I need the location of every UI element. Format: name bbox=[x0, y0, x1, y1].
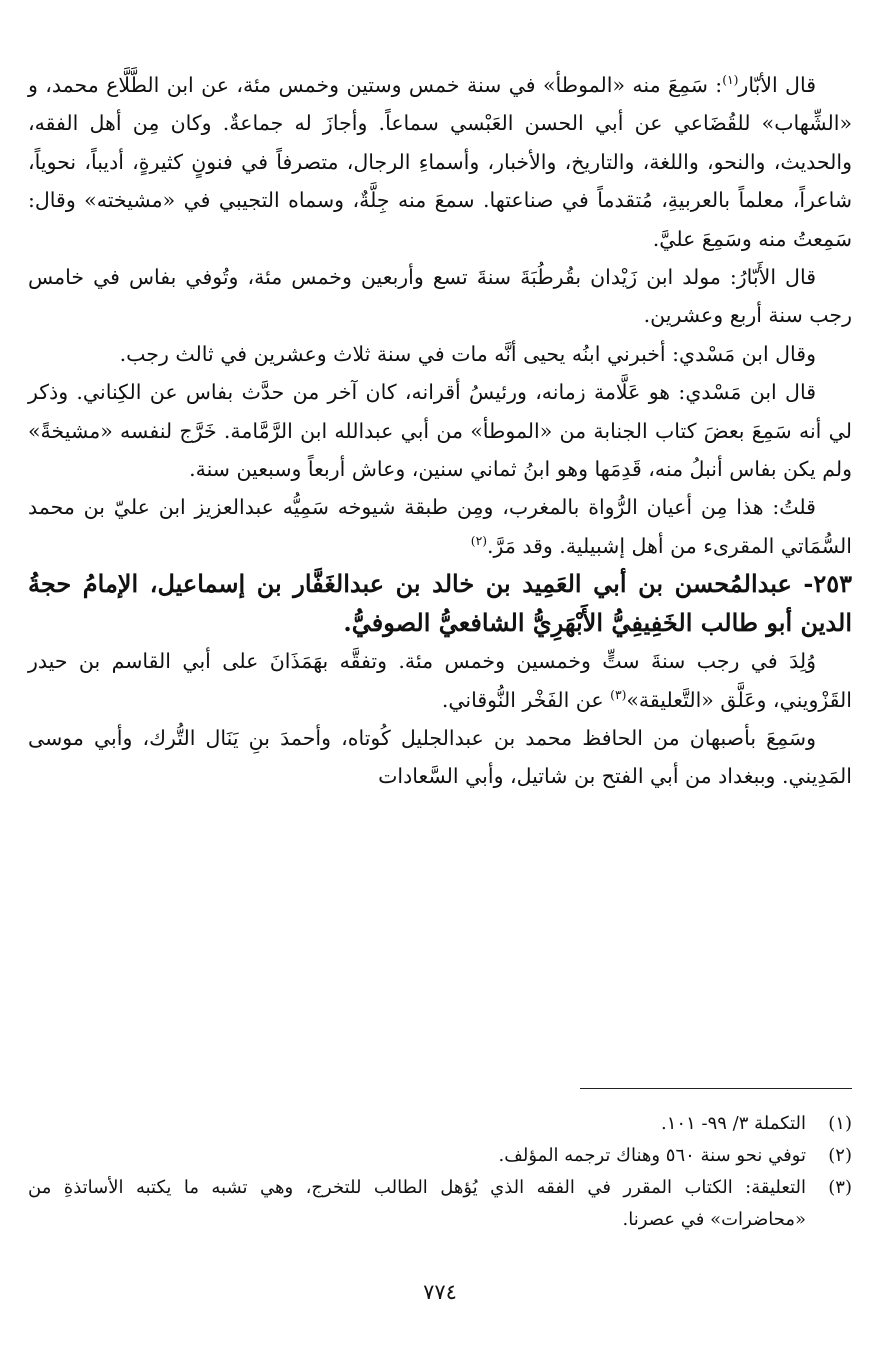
footnote-mark: (٣) bbox=[828, 1177, 852, 1198]
footnote-divider bbox=[580, 1088, 852, 1089]
paragraph-author-note bbox=[28, 488, 852, 565]
main-text bbox=[28, 66, 852, 796]
footnote-text: التكملة ٣/ ٩٩- ١٠١. bbox=[661, 1113, 806, 1134]
paragraph-birth bbox=[28, 642, 852, 719]
paragraph-text-rest: : سَمِعَ منه «الموطأ» في سنة خمس وستين وخمس مئة، عن ابن الطَّلَّاع محمد، و «الشِّهاب» للقُضَاعي عن أبي الحسن العَبْسي سماعاً. وأجازَ له جماعةٌ. وكان مِن أهل الفقه، والحديث، والنحو، واللغة، والتاريخ، والأخبار، وأسماءِ الرجال، متصرفاً في فنونٍ كثيرةٍ، أديباً، نحوياً، شاعراً، معلماً بالعربيةِ، مُتقدماً في صناعتها. سمعَ منه جِلَّةٌ، وسماه التجيبي في «مشيخته» وقال: سَمِعتُ منه وسَمِعَ عليَّ. bbox=[28, 73, 852, 251]
paragraph-text: قلتُ: هذا مِن أعيان الرُّواة بالمغرب، ومِن طبقة شيوخه سَمِيُّه عبدالعزيز ابن عليّ بن محمد السُّمَاتي المقرىء من أهل إشبيلية. وقد مَرَّ. bbox=[28, 495, 852, 558]
paragraph-text: قال الأَبّارُ: مولد ابن زَيْدان بقُرطُبَةَ سنةَ تسع وأربعين وخمس مئة، وتُوفي بفاس في خامس رجب سنة أربع وعشرين. bbox=[28, 265, 852, 328]
footnote-text: التعليقة: الكتاب المقرر في الفقه الذي يُؤهل الطالب للتخرج، وهي تشبه ما يكتبه الأساتذةِ من «محاضرات» في عصرنا. bbox=[28, 1177, 806, 1230]
footnotes bbox=[28, 1108, 852, 1236]
footnote-1 bbox=[28, 1108, 852, 1140]
paragraph-text: وقال ابن مَسْدي: أخبرني ابنُه يحيى أنَّه مات في سنة ثلاث وعشرين في ثالث رجب. bbox=[119, 341, 816, 366]
entry-name: عبدالمُحسن بن أبي العَمِيد بن خالد بن عبدالغَفَّار بن إسماعيل، الإمامُ حجةُ الدين أبو طالب الخَفِيفِيُّ الأَبْهَرِيُّ الشافعيُّ الصوفيُّ. bbox=[28, 569, 852, 637]
paragraph-hearing bbox=[28, 719, 852, 796]
paragraph-text bbox=[28, 73, 852, 251]
paragraph-text: عن الفَخْر النُّوقاني. bbox=[441, 687, 611, 712]
entry-heading bbox=[28, 565, 852, 642]
book-page bbox=[28, 66, 852, 1346]
page-number: ٧٧٤ bbox=[423, 1280, 457, 1304]
footnote-text: توفي نحو سنة ٥٦٠ وهناك ترجمه المؤلف. bbox=[498, 1145, 806, 1166]
paragraph-text: قال ابن مَسْدي: هو عَلَّامة زمانه، ورئيسُ أقرانه، كان آخر من حدَّث بفاس عن الكِناني. وذكر لي أنه سَمِعَ بعضَ كتاب الجنابة من «الموطأ» من أبي عبدالله ابن الرَّمَّامة. خَرَّج لنفسه «مشيخةً» ولم يكن بفاس أنبلُ منه، قَدِمَها وهو ابنُ ثماني سنين، وعاش أربعاً وسبعين سنة. bbox=[28, 380, 852, 482]
paragraph-text: وسَمِعَ بأصبهان من الحافظ محمد بن عبدالجليل كُوتاه، وأحمدَ بنِ يَنَال التُّرك، وأبي موسى المَدِيني. وببغداد من أبي الفتح بن شاتيل، وأبي السَّعادات bbox=[28, 725, 852, 789]
paragraph-ibn-masdi-1 bbox=[28, 335, 852, 373]
footnote-ref-2: (٢) bbox=[470, 534, 487, 549]
footnote-ref-1: (١) bbox=[722, 73, 739, 88]
paragraph-ibn-masdi-2 bbox=[28, 373, 852, 488]
paragraph-text-lead: قال الأبّار bbox=[738, 73, 816, 97]
entry-number: ٢٥٣- bbox=[791, 569, 852, 599]
paragraph-text: وُلِدَ في رجب سنةَ ستٍّ وخمسين وخمس مئة. وتفقَّه بهَمَذَانَ على أبي القاسم بن حيدر القَزْويني، وعَلَّق «التَّعليقة» bbox=[28, 649, 852, 712]
footnote-mark: (٢) bbox=[828, 1145, 852, 1166]
paragraph-abbar-2 bbox=[28, 258, 852, 335]
footnote-ref-3: (٣) bbox=[610, 687, 627, 702]
footnote-3 bbox=[28, 1172, 852, 1236]
paragraph-abbar-1 bbox=[28, 66, 852, 258]
footnote-2 bbox=[28, 1140, 852, 1172]
footnote-mark: (١) bbox=[828, 1113, 852, 1134]
